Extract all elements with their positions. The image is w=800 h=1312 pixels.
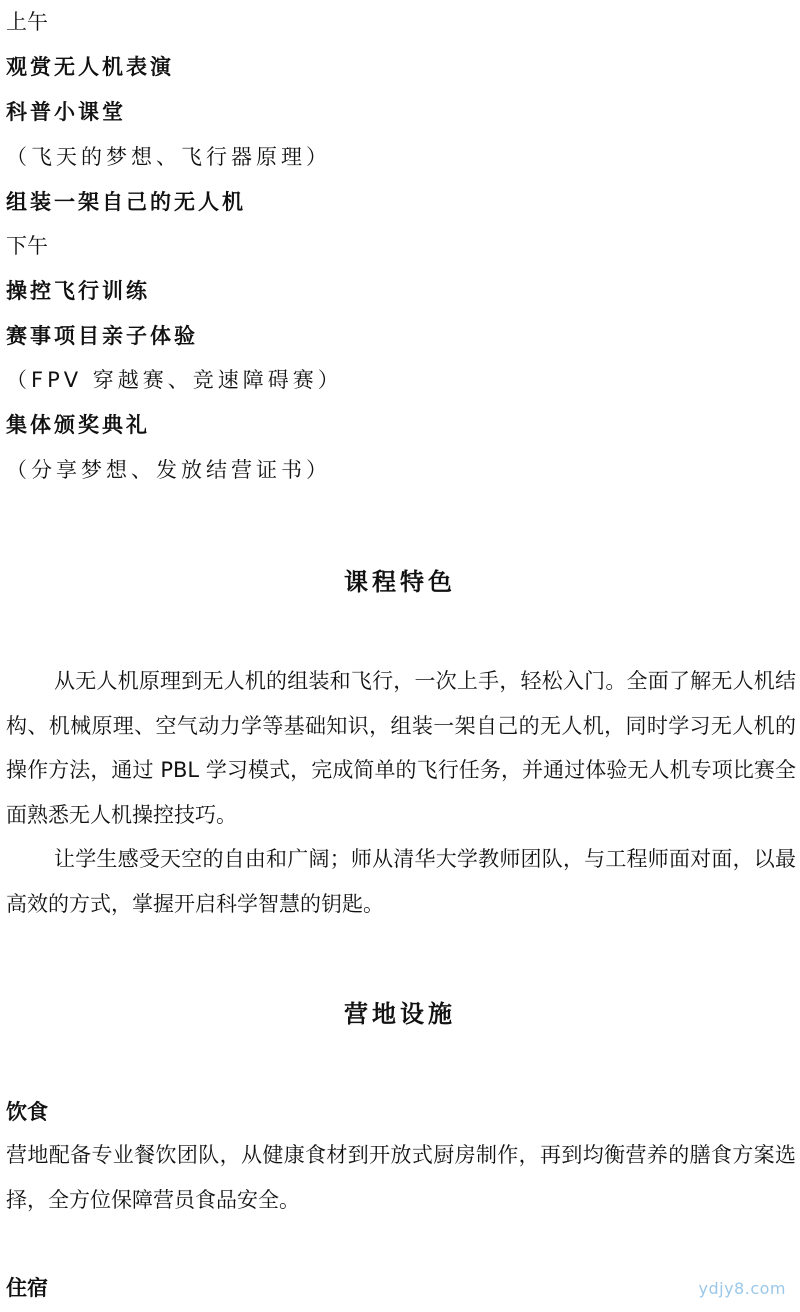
schedule-item-flight-training: 操控飞行训练 (6, 279, 150, 303)
afternoon-label: 下午 (6, 234, 48, 258)
schedule-note-award: （分享梦想、发放结营证书） (6, 458, 331, 482)
schedule-item-assemble-drone: 组装一架自己的无人机 (6, 190, 246, 214)
features-paragraph-2: 让学生感受天空的自由和广阔；师从清华大学教师团队，与工程师面对面，以最高效的方式，掌握开启科学智慧的钥匙。 (6, 847, 796, 916)
watermark-text: ydjy8.com (698, 1279, 786, 1298)
schedule-item-award-ceremony: 集体颁奖典礼 (6, 413, 150, 437)
features-title: 课程特色 (344, 568, 456, 596)
schedule-item-parent-child-race: 赛事项目亲子体验 (6, 324, 198, 348)
schedule-item-science-class: 科普小课堂 (6, 100, 126, 124)
facilities-title: 营地设施 (344, 1000, 456, 1028)
schedule-item-drone-show: 观赏无人机表演 (6, 55, 174, 79)
dining-heading: 饮食 (6, 1100, 48, 1124)
lodging-heading: 住宿 (6, 1276, 48, 1300)
schedule-note-race: （FPV 穿越赛、竞速障碍赛） (6, 368, 343, 392)
features-paragraph-1: 从无人机原理到无人机的组装和飞行，一次上手，轻松入门。全面了解无人机结构、机械原理、空气动力学等基础知识，组装一架自己的无人机，同时学习无人机的操作方法，通过 PBL 学习模式，完成简单的飞行任务，并通过体验无人机专项比赛全面熟悉无人机操控技巧。 (6, 669, 796, 827)
dining-text: 营地配备专业餐饮团队，从健康食材到开放式厨房制作，再到均衡营养的膳食方案选择，全方位保障营员食品安全。 (6, 1143, 796, 1212)
morning-label: 上午 (6, 10, 48, 34)
schedule-note-science-class: （飞天的梦想、飞行器原理） (6, 145, 331, 169)
